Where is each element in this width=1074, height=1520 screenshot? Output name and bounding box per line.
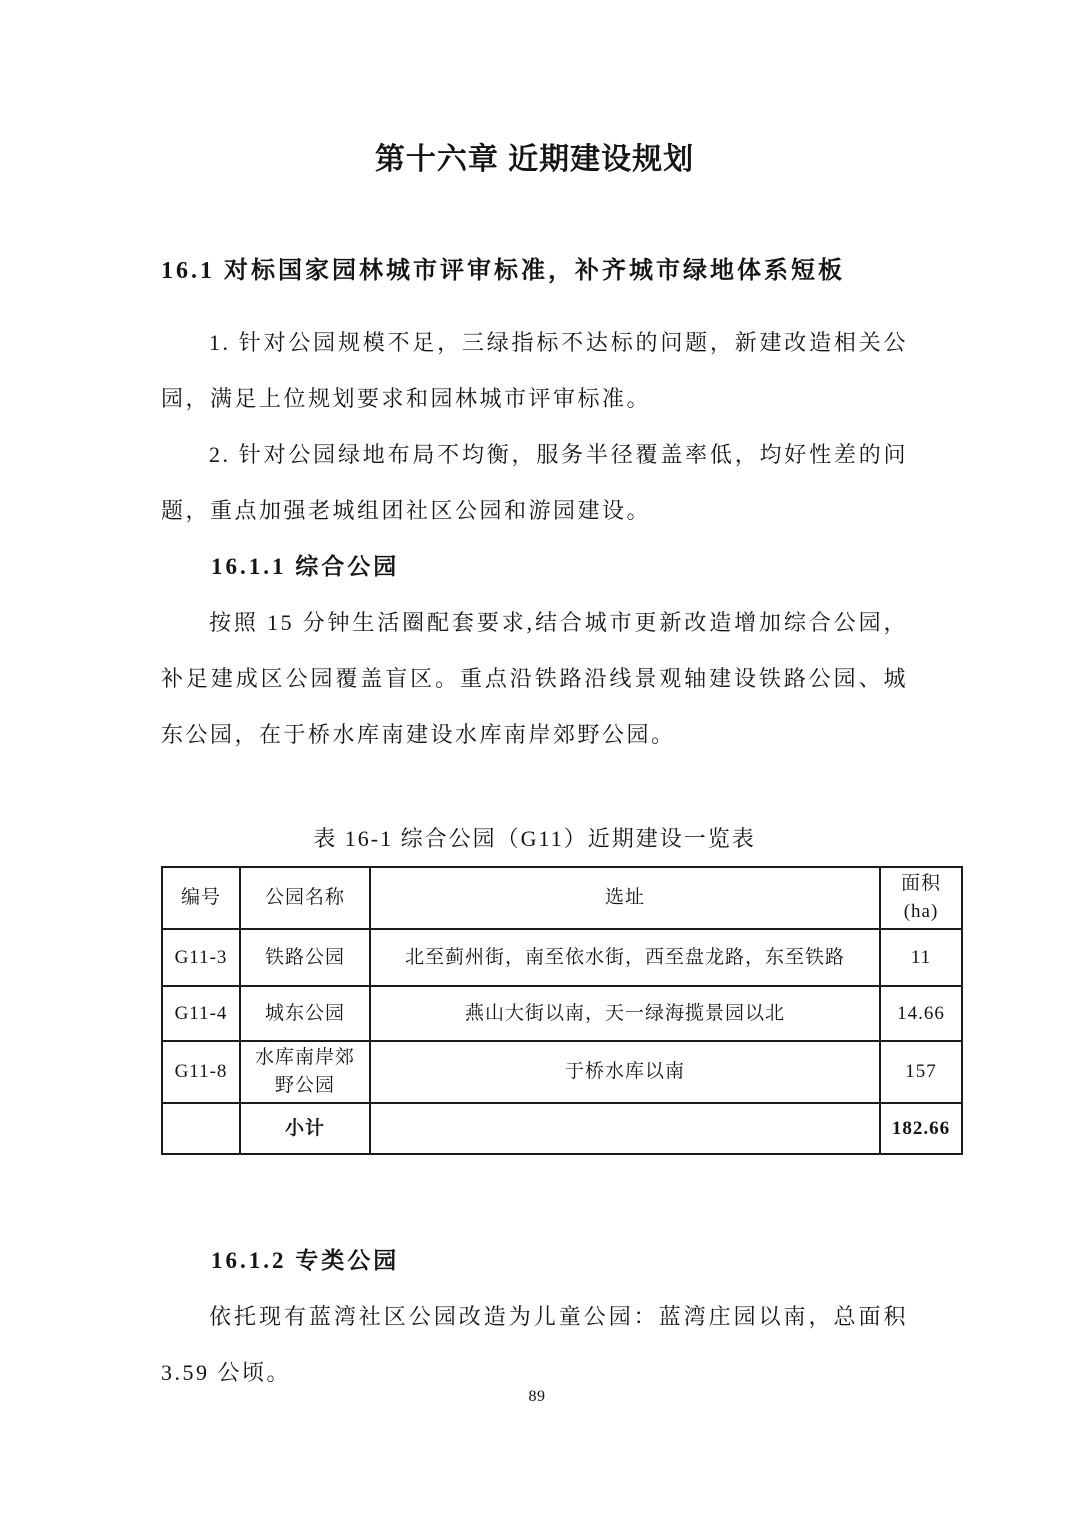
cell-name: 水库南岸郊野公园 xyxy=(240,1041,370,1103)
chapter-title: 第十六章 近期建设规划 xyxy=(374,143,695,176)
subtotal-area: 182.66 xyxy=(880,1103,962,1154)
cell-area: 157 xyxy=(880,1041,962,1103)
paragraph-2: 2. 针对公园绿地布局不均衡，服务半径覆盖率低，均好性差的问题，重点加强老城组团社区公园和游园建设。 xyxy=(161,442,908,523)
table-16-1 xyxy=(161,866,963,1155)
table-row xyxy=(162,1041,962,1103)
cell-empty xyxy=(162,1103,240,1154)
section-16-1-heading: 16.1 对标国家园林城市评审标准，补齐城市绿地体系短板 xyxy=(161,258,845,284)
section-16-1-2-heading: 16.1.2 专类公园 xyxy=(211,1248,400,1273)
cell-area: 11 xyxy=(880,929,962,986)
header-id: 编号 xyxy=(162,867,240,929)
cell-id: G11-3 xyxy=(162,929,240,986)
table-header-row xyxy=(162,867,962,929)
cell-location: 燕山大街以南，天一绿海揽景园以北 xyxy=(370,986,880,1041)
cell-id: G11-4 xyxy=(162,986,240,1041)
header-location: 选址 xyxy=(370,867,880,929)
cell-name: 铁路公园 xyxy=(240,929,370,986)
cell-id: G11-8 xyxy=(162,1041,240,1103)
section-16-1-1-heading: 16.1.1 综合公园 xyxy=(211,554,400,579)
paragraph-1: 1. 针对公园规模不足，三绿指标不达标的问题，新建改造相关公园，满足上位规划要求和园林城市评审标准。 xyxy=(161,330,908,411)
section-16-1-1-paragraph: 按照 15 分钟生活圈配套要求,结合城市更新改造增加综合公园，补足建成区公园覆盖盲区。重点沿铁路沿线景观轴建设铁路公园、城东公园，在于桥水库南建设水库南岸郊野公园。 xyxy=(161,610,908,747)
table-caption: 表 16-1 综合公园（G11）近期建设一览表 xyxy=(313,826,756,851)
cell-empty xyxy=(370,1103,880,1154)
cell-name: 城东公园 xyxy=(240,986,370,1041)
header-area-line2: (ha) xyxy=(903,901,939,922)
page-number: 89 xyxy=(528,1388,546,1405)
cell-location: 于桥水库以南 xyxy=(370,1041,880,1103)
table-row xyxy=(162,929,962,986)
cell-area: 14.66 xyxy=(880,986,962,1041)
cell-location: 北至蓟州街，南至依水街，西至盘龙路，东至铁路 xyxy=(370,929,880,986)
table-subtotal-row xyxy=(162,1103,962,1154)
header-name: 公园名称 xyxy=(240,867,370,929)
header-area xyxy=(880,867,962,929)
subtotal-label: 小计 xyxy=(240,1103,370,1154)
header-area-line1: 面积 xyxy=(900,873,941,894)
table-row xyxy=(162,986,962,1041)
section-16-1-2-paragraph: 依托现有蓝湾社区公园改造为儿童公园：蓝湾庄园以南，总面积 3.59 公顷。 xyxy=(161,1304,908,1385)
